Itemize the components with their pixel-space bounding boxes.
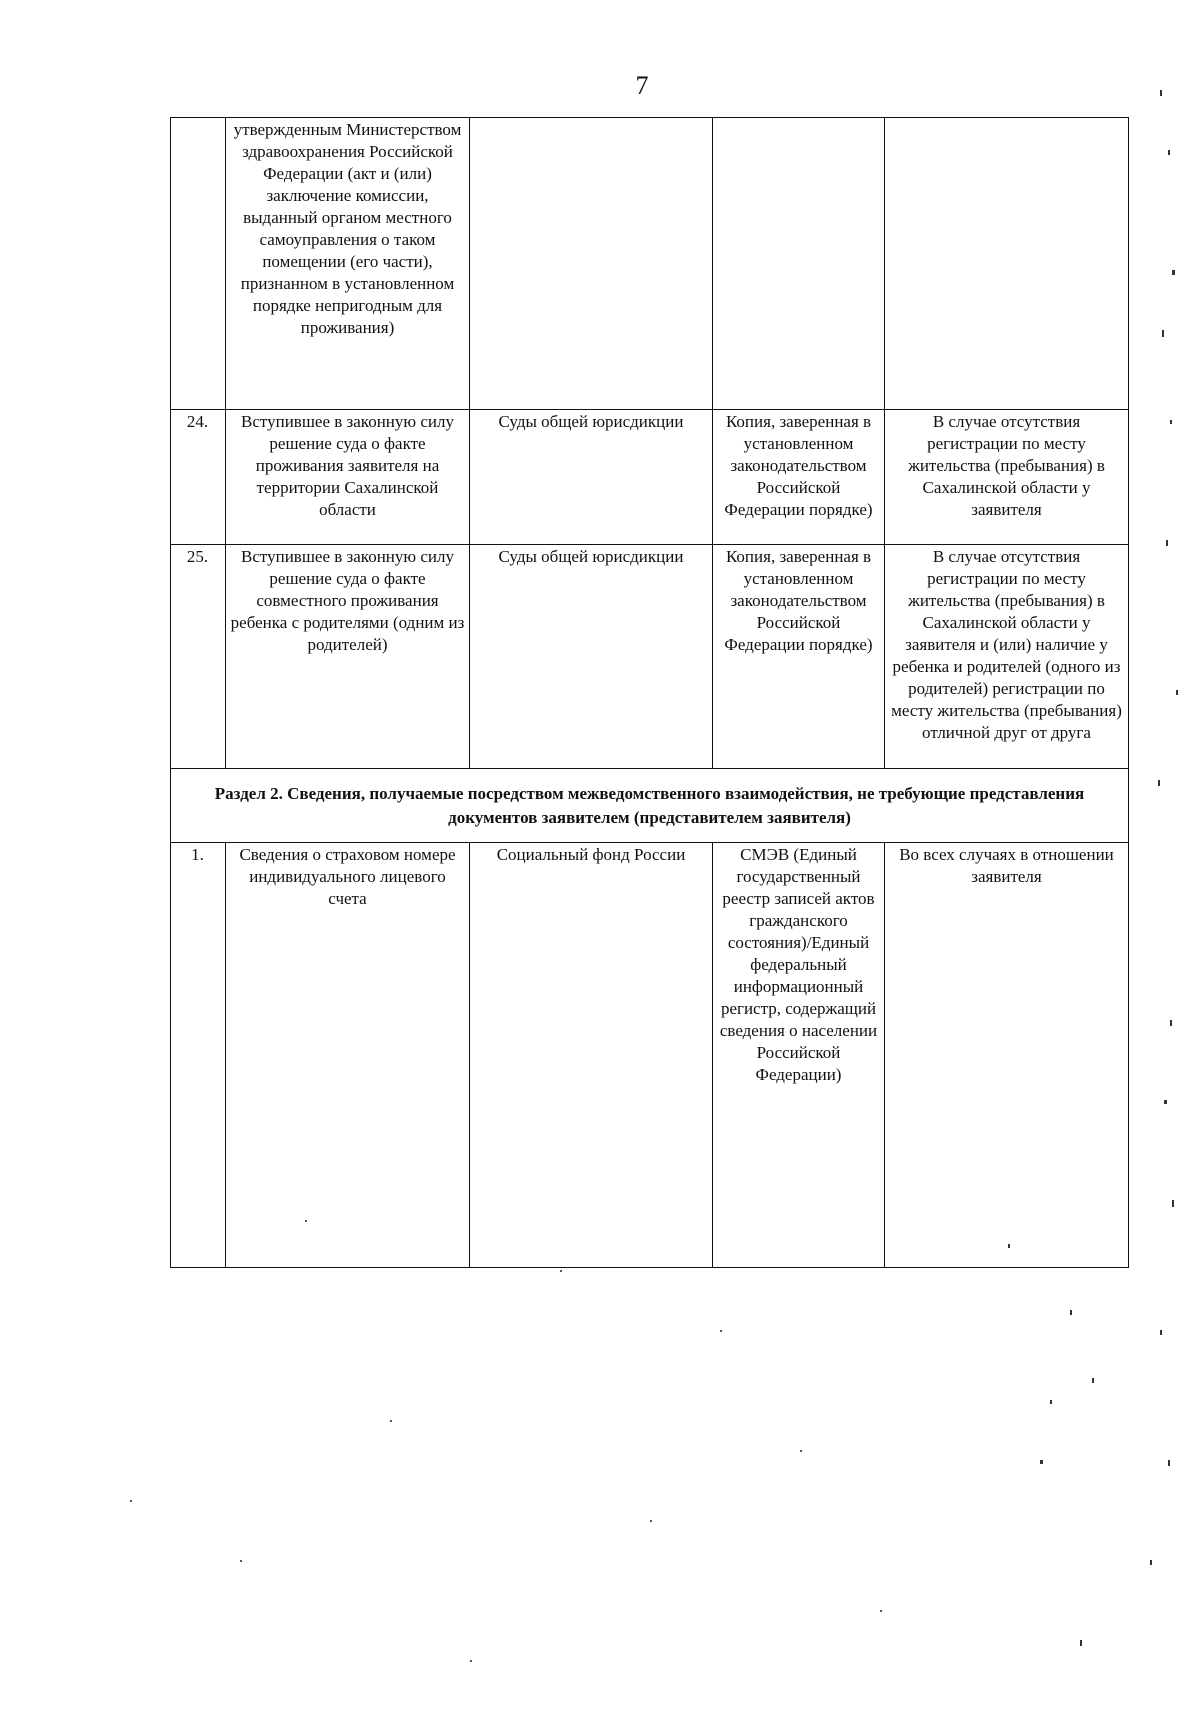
- form-cell: [713, 118, 885, 410]
- row-number: [171, 118, 226, 410]
- table-row: [171, 843, 1129, 1268]
- page-number: 7: [635, 71, 649, 100]
- document-name-cell: утвержденным Министерством здравоохранения Российской Федерации (акт и (или) заключение комиссии, выданный органом местного самоуправления о таком помещении (его части), признанном в установленном порядке непригодным для проживания): [226, 118, 470, 410]
- source-cell: Суды общей юрисдикции: [470, 545, 713, 769]
- form-cell: Копия, заверенная в установленном законодательством Российской Федерации порядке): [713, 410, 885, 545]
- source-cell: Социальный фонд России: [470, 843, 713, 1268]
- section-2-title: Раздел 2. Сведения, получаемые посредством межведомственного взаимодействия, не требующие представления документов заявителем (представителем заявителя): [171, 769, 1129, 843]
- table-row: [171, 410, 1129, 545]
- source-cell: Суды общей юрисдикции: [470, 410, 713, 545]
- document-name-cell: Вступившее в законную силу решение суда о факте проживания заявителя на территории Сахалинской области: [226, 410, 470, 545]
- section-header-row: [171, 769, 1129, 843]
- form-cell: Копия, заверенная в установленном законодательством Российской Федерации порядке): [713, 545, 885, 769]
- table-row: [171, 118, 1129, 410]
- row-number: 24.: [171, 410, 226, 545]
- source-cell: [470, 118, 713, 410]
- form-cell: СМЭВ (Единый государственный реестр записей актов гражданского состояния)/Единый федеральный информационный регистр, содержащий сведения о населении Российской Федерации): [713, 843, 885, 1268]
- condition-cell: [885, 118, 1129, 410]
- row-number: 1.: [171, 843, 226, 1268]
- row-number: 25.: [171, 545, 226, 769]
- documents-table: [170, 117, 1129, 1268]
- table-row: [171, 545, 1129, 769]
- condition-cell: В случае отсутствия регистрации по месту жительства (пребывания) в Сахалинской области у заявителя: [885, 410, 1129, 545]
- condition-cell: В случае отсутствия регистрации по месту жительства (пребывания) в Сахалинской области у заявителя и (или) наличие у ребенка и родителей (одного из родителей) регистрации по месту жительства (пребывания) отличной друг от друга: [885, 545, 1129, 769]
- document-name-cell: Вступившее в законную силу решение суда о факте совместного проживания ребенка с родителями (одним из родителей): [226, 545, 470, 769]
- condition-cell: Во всех случаях в отношении заявителя: [885, 843, 1129, 1268]
- document-name-cell: Сведения о страховом номере индивидуального лицевого счета: [226, 843, 470, 1268]
